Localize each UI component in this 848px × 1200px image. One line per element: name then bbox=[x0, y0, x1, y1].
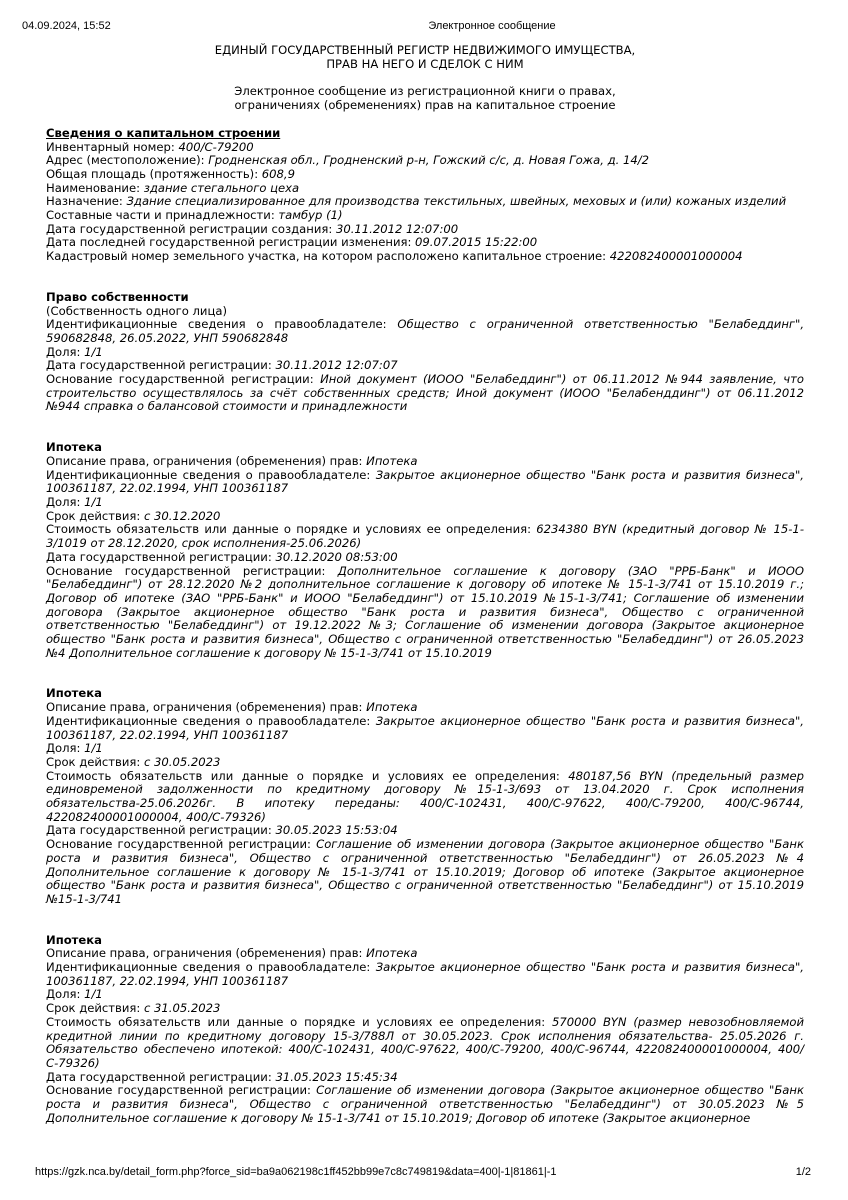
section-mortgage-2 bbox=[46, 687, 804, 906]
section-title: Ипотека bbox=[46, 932, 102, 947]
field-value: здание стегального цеха bbox=[143, 180, 300, 195]
field-row bbox=[46, 701, 804, 715]
field-value: Соглашение об изменении договора (Закрытое акционерное общество "Банк роста и развития бизнеса", Общество с ограниченной ответственностью "Белабеддинг") от 30.05.2023 №5 Дополнительное соглашение к договору № 15-1-3/741 от 15.10.2019; Договор об ипотеке (Закрытое акционерное bbox=[46, 1083, 804, 1125]
field-label: Дата государственной регистрации создания: bbox=[46, 221, 336, 236]
field-row bbox=[46, 209, 804, 223]
field-label: Кадастровый номер земельного участка, на котором расположено капитальное строение: bbox=[46, 249, 610, 264]
field-row bbox=[46, 455, 804, 469]
field-row bbox=[46, 195, 804, 209]
field-label: Общая площадь (протяженность): bbox=[46, 166, 262, 181]
field-row bbox=[46, 838, 804, 907]
section-title: Право собственности bbox=[46, 289, 189, 304]
field-row bbox=[46, 824, 804, 838]
field-value: 6234380 BYN (кредитный договор № 15-1-3/1019 от 28.12.2020, срок исполнения-25.06.2026) bbox=[46, 522, 804, 551]
field-value: 1/1 bbox=[84, 987, 103, 1002]
field-value: Закрытое акционерное общество "Банк роста и развития бизнеса", 100361187, 22.02.1994, УНП 100361187 bbox=[46, 960, 804, 988]
field-row bbox=[46, 359, 804, 373]
field-label: Дата последней государственной регистрации изменения: bbox=[46, 235, 416, 250]
field-row bbox=[46, 182, 804, 196]
field-value: 608,9 bbox=[261, 166, 295, 181]
field-value: 1/1 bbox=[84, 494, 103, 509]
field-row bbox=[46, 141, 804, 155]
document-body bbox=[46, 44, 804, 1153]
field-value: Дополнительное соглашение к договору (ЗАО "РРБ-Банк" и ИООО "Белабеддинг") от 28.12.2020 №2 дополнительное соглашение к договору об ипотеке № 15-1-3/741 от 15.10.2019 г.; Договор об ипотеке (ЗАО "РРБ-Банк" и ИООО "Белабеддинг") от 15.10.2019 №15-1-3/741; Соглашение об изменении договора (Закрытое акционерное общество "Банк роста и развития бизнеса", Общество с ограниченной ответственностью "Белабеддинг") от 19.12.2022 №3; Соглашение об изменении договора (Закрытое акционерное общество "Банк роста и развития бизнеса", Общество с ограниченной ответственностью "Белабеддинг") от 26.05.2023 №4 Дополнительное соглашение к договору № 15-1-3/741 от 15.10.2019 bbox=[46, 563, 804, 660]
field-row bbox=[46, 770, 804, 825]
field-label: Стоимость обязательств или данные о порядке и условиях ее определения: bbox=[46, 1014, 552, 1029]
field-label: Основание государственной регистрации: bbox=[46, 1083, 317, 1098]
field-row bbox=[46, 154, 804, 168]
field-value: Ипотека bbox=[366, 946, 418, 961]
field-row bbox=[46, 305, 804, 319]
field-value: Ипотека bbox=[366, 453, 418, 468]
field-value: 30.11.2012 12:07:00 bbox=[335, 221, 459, 236]
field-label: Основание государственной регистрации: bbox=[46, 837, 317, 852]
section-mortgage-3 bbox=[46, 934, 804, 1126]
field-label: Доля: bbox=[46, 344, 85, 359]
document-subtitle-line-1: Электронное сообщение из регистрационной книги о правах, bbox=[234, 84, 616, 99]
field-label: Наименование: bbox=[46, 180, 144, 195]
section-title: Сведения о капитальном строении bbox=[46, 125, 281, 140]
field-row bbox=[46, 346, 804, 360]
field-value: Гродненская обл., Гродненский р-н, Гожский с/с, д. Новая Гожа, д. 14/2 bbox=[208, 153, 650, 168]
field-label: Описание права, ограничения (обременения) прав: bbox=[46, 700, 367, 715]
field-label: Стоимость обязательств или данные о порядке и условиях ее определения: bbox=[46, 522, 537, 537]
field-row bbox=[46, 961, 804, 988]
print-url: https://gzk.nca.by/detail_form.php?force_sid=ba9a062198c1ff452bb99e7c8c749819&data=400|-1|81861|-1 bbox=[35, 1166, 557, 1178]
field-row bbox=[46, 715, 804, 742]
section-title: Ипотека bbox=[46, 440, 102, 455]
print-page-number: 1/2 bbox=[795, 1166, 811, 1178]
field-row bbox=[46, 1002, 804, 1016]
field-row bbox=[46, 988, 804, 1002]
field-value: 400/С-79200 bbox=[178, 139, 254, 154]
field-row bbox=[46, 318, 804, 345]
field-row bbox=[46, 223, 804, 237]
field-label: Дата государственной регистрации: bbox=[46, 549, 276, 564]
section-ownership bbox=[46, 291, 804, 414]
field-row bbox=[46, 947, 804, 961]
field-value: Общество с ограниченной ответственностью "Белабеддинг", 590682848, 26.05.2022, УНП 590682848 bbox=[46, 317, 805, 345]
field-value: 570000 BYN (размер невозобновляемой кредитной линии по кредитному договору 15-3/788Л от 30.05.2023. Срок исполнения обязательства- 25.05.2026 г. Обязательство обеспечено ипотекой: 400/С-102431, 400/С-97622, 400/С-79200, 400/С-96744, 422082400001000004, 400/С-79326) bbox=[46, 1014, 804, 1070]
field-label: Назначение: bbox=[46, 194, 127, 209]
field-row bbox=[46, 1071, 804, 1085]
field-label: Идентификационные сведения о правообладателе: bbox=[46, 467, 376, 482]
field-label: Основание государственной регистрации: bbox=[46, 372, 321, 387]
field-value: с 30.12.2020 bbox=[143, 508, 221, 523]
field-row bbox=[46, 236, 804, 250]
field-label: Инвентарный номер: bbox=[46, 139, 179, 154]
field-value: 480187,56 BYN (предельный размер единовременой задолженности по кредитному договору №15-1-3/693 от 13.04.2020 г. Срок исполнения обязательства-25.06.2026г. В ипотеку переданы: 400/С-102431, 400/С-97622, 400/С-79200, 400/С-96744, 422082400001000004, 400/С-79326) bbox=[46, 768, 804, 824]
field-row bbox=[46, 565, 804, 661]
field-value: 30.12.2020 08:53:00 bbox=[275, 549, 398, 564]
field-label: Описание права, ограничения (обременения) прав: bbox=[46, 453, 367, 468]
field-label: Срок действия: bbox=[46, 754, 144, 769]
field-value: 30.11.2012 12:07:07 bbox=[275, 358, 398, 373]
field-label: Идентификационные сведения о правообладателе: bbox=[46, 960, 376, 975]
field-label: Идентификационные сведения о правообладателе: bbox=[46, 713, 376, 728]
field-row bbox=[46, 250, 804, 264]
field-label: Доля: bbox=[46, 987, 85, 1002]
field-value: 1/1 bbox=[84, 344, 103, 359]
print-datetime: 04.09.2024, 15:52 bbox=[22, 20, 111, 32]
field-value: 30.05.2023 15:53:04 bbox=[275, 823, 398, 838]
field-value: Здание специализированное для производства текстильных, швейных, меховых и (или) кожаных изделий bbox=[126, 194, 787, 209]
sections-container bbox=[46, 127, 804, 1126]
field-label: Стоимость обязательств или данные о порядке и условиях ее определения: bbox=[46, 768, 569, 783]
field-row bbox=[46, 469, 804, 496]
field-value: тамбур (1) bbox=[278, 208, 343, 223]
document-title-line-2: ПРАВ НА НЕГО И СДЕЛОК С НИМ bbox=[326, 56, 524, 71]
field-row bbox=[46, 756, 804, 770]
field-row bbox=[46, 373, 804, 414]
field-value: 09.07.2015 15:22:00 bbox=[415, 235, 538, 250]
field-row bbox=[46, 523, 804, 550]
field-row bbox=[46, 742, 804, 756]
field-label: Идентификационные сведения о правообладателе: bbox=[46, 317, 398, 332]
section-title: Ипотека bbox=[46, 686, 102, 701]
section-mortgage-1 bbox=[46, 441, 804, 660]
field-value: Закрытое акционерное общество "Банк роста и развития бизнеса", 100361187, 22.02.1994, УНП 100361187 bbox=[46, 467, 804, 496]
field-row bbox=[46, 168, 804, 182]
field-value: Ипотека bbox=[366, 700, 418, 715]
field-value: Иной документ (ИООО "Белабеддинг") от 06.11.2012 №944 заявление, что строительство осуществлялось за счёт собственнных средств; Иной документ (ИООО "Белабенддинг") от 06.11.2012 №944 справка о балансовой стоимости и принадлежности bbox=[46, 372, 804, 414]
document-subtitle-line-2: ограничениях (обременениях) прав на капитальное строение bbox=[234, 98, 616, 113]
document-subtitle bbox=[46, 85, 804, 112]
field-label: Доля: bbox=[46, 494, 85, 509]
field-row bbox=[46, 1016, 804, 1071]
field-label: (Собственность одного лица) bbox=[46, 303, 227, 318]
field-value: с 30.05.2023 bbox=[143, 754, 221, 769]
field-label: Адрес (местоположение): bbox=[46, 153, 209, 168]
field-label: Срок действия: bbox=[46, 508, 144, 523]
field-label: Основание государственной регистрации: bbox=[46, 563, 338, 578]
field-label: Описание права, ограничения (обременения) прав: bbox=[46, 946, 367, 961]
field-label: Срок действия: bbox=[46, 1001, 144, 1016]
field-label: Дата государственной регистрации: bbox=[46, 358, 276, 373]
section-building-info bbox=[46, 127, 804, 264]
field-value: с 31.05.2023 bbox=[143, 1001, 221, 1016]
field-row bbox=[46, 496, 804, 510]
field-value: 1/1 bbox=[84, 741, 103, 756]
field-row bbox=[46, 510, 804, 524]
field-value: Соглашение об изменении договора (Закрытое акционерное общество "Банк роста и развития бизнеса", Общество с ограниченной ответственностью "Белабеддинг") от 26.05.2023 №4 Дополнительное соглашение к договору № 15-1-3/741 от 15.10.2019; Договор об ипотеке (Закрытое акционерное общество "Банк роста и развития бизнеса", Общество с ограниченной ответственностью "Белабеддинг") от 15.10.2019 №15-1-3/741 bbox=[46, 837, 804, 906]
document-title bbox=[46, 44, 804, 71]
document-title-line-1: ЕДИНЫЙ ГОСУДАРСТВЕННЫЙ РЕГИСТР НЕДВИЖИМОГО ИМУЩЕСТВА, bbox=[214, 43, 636, 57]
field-value: Закрытое акционерное общество "Банк роста и развития бизнеса", 100361187, 22.02.1994, УНП 100361187 bbox=[46, 713, 804, 742]
field-row bbox=[46, 1084, 804, 1125]
field-value: 422082400001000004 bbox=[609, 249, 743, 264]
field-label: Дата государственной регистрации: bbox=[46, 823, 276, 838]
field-label: Дата государственной регистрации: bbox=[46, 1069, 276, 1084]
print-page-title: Электронное сообщение bbox=[428, 20, 556, 32]
field-row bbox=[46, 551, 804, 565]
field-label: Составные части и принадлежности: bbox=[46, 208, 279, 223]
field-label: Доля: bbox=[46, 741, 85, 756]
field-value: 31.05.2023 15:45:34 bbox=[275, 1069, 398, 1084]
